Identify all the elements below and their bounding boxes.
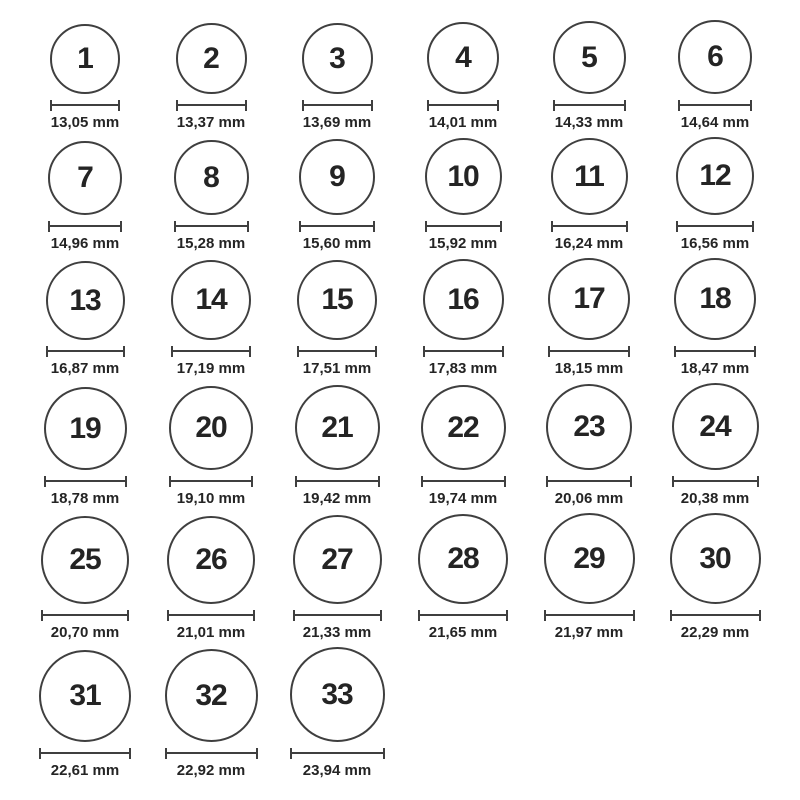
diameter-measure-line — [50, 100, 120, 111]
ring-size-cell — [400, 385, 526, 507]
diameter-label: 13,37 mm — [176, 114, 246, 131]
size-number: 7 — [77, 161, 93, 194]
diameter-label: 22,29 mm — [680, 624, 750, 641]
size-circle — [678, 20, 752, 94]
diameter-label: 15,60 mm — [302, 235, 372, 252]
size-number: 31 — [69, 679, 101, 712]
ring-size-cell — [526, 138, 652, 252]
size-number: 21 — [321, 410, 353, 444]
size-number: 14 — [195, 283, 227, 316]
size-number: 15 — [321, 283, 353, 316]
diameter-measure-line — [672, 476, 759, 487]
diameter-measure-line — [421, 476, 506, 487]
ring-size-cell — [274, 23, 400, 131]
size-number: 4 — [455, 41, 471, 74]
diameter-measure-line — [297, 346, 377, 357]
size-number: 13 — [69, 283, 101, 317]
diameter-measure-line — [174, 221, 249, 232]
diameter-label: 21,65 mm — [428, 624, 498, 641]
size-circle — [551, 138, 628, 215]
diameter-measure-line — [418, 610, 508, 621]
chart-row — [22, 647, 778, 779]
size-circle — [302, 23, 373, 94]
diameter-measure-line — [425, 221, 502, 232]
diameter-measure-line — [46, 346, 125, 357]
diameter-measure-line — [171, 346, 251, 357]
size-number: 12 — [699, 159, 731, 192]
ring-size-cell — [148, 23, 274, 131]
size-circle — [48, 141, 122, 215]
ring-size-cell — [400, 259, 526, 377]
diameter-measure-line — [551, 221, 628, 232]
size-number: 2 — [203, 41, 219, 75]
diameter-label: 13,05 mm — [50, 114, 120, 131]
diameter-measure-line — [39, 748, 131, 759]
diameter-label: 14,33 mm — [554, 114, 624, 131]
ring-size-cell — [22, 261, 148, 377]
diameter-label: 16,56 mm — [680, 235, 750, 252]
chart-row — [22, 137, 778, 252]
size-circle — [544, 513, 635, 604]
size-number: 28 — [447, 542, 479, 575]
diameter-label: 17,19 mm — [176, 360, 246, 377]
ring-size-cell — [652, 513, 778, 641]
ring-size-cell — [526, 258, 652, 377]
size-circle — [553, 21, 626, 94]
ring-size-cell — [148, 649, 274, 779]
diameter-measure-line — [678, 100, 752, 111]
size-circle — [672, 383, 759, 470]
diameter-label: 15,28 mm — [176, 235, 246, 252]
size-number: 18 — [699, 282, 731, 315]
diameter-label: 18,78 mm — [50, 490, 120, 507]
diameter-measure-line — [48, 221, 122, 232]
diameter-measure-line — [427, 100, 499, 111]
diameter-label: 20,38 mm — [680, 490, 750, 507]
ring-size-cell — [22, 387, 148, 507]
ring-size-cell — [274, 515, 400, 641]
size-circle — [44, 387, 127, 470]
ring-size-cell — [148, 140, 274, 252]
ring-size-cell — [400, 138, 526, 252]
diameter-label: 13,69 mm — [302, 114, 372, 131]
diameter-measure-line — [548, 346, 630, 357]
size-circle — [41, 516, 129, 604]
size-number: 30 — [699, 541, 731, 575]
size-circle — [674, 258, 756, 340]
diameter-measure-line — [165, 748, 258, 759]
chart-row — [22, 383, 778, 507]
diameter-measure-line — [676, 221, 754, 232]
size-circle — [293, 515, 382, 604]
size-number: 24 — [699, 409, 731, 443]
diameter-label: 15,92 mm — [428, 235, 498, 252]
diameter-measure-line — [167, 610, 255, 621]
size-circle — [295, 385, 380, 470]
diameter-label: 14,96 mm — [50, 235, 120, 252]
diameter-label: 17,51 mm — [302, 360, 372, 377]
size-number: 3 — [329, 41, 345, 75]
ring-size-cell — [400, 22, 526, 131]
diameter-label: 21,01 mm — [176, 624, 246, 641]
ring-size-cell — [526, 384, 652, 507]
ring-size-cell — [274, 139, 400, 252]
size-circle — [676, 137, 754, 215]
diameter-label: 22,92 mm — [176, 762, 246, 779]
diameter-label: 14,64 mm — [680, 114, 750, 131]
size-number: 26 — [195, 543, 227, 576]
diameter-measure-line — [299, 221, 375, 232]
size-number: 27 — [321, 542, 353, 576]
diameter-measure-line — [290, 748, 385, 759]
diameter-measure-line — [176, 100, 247, 111]
ring-size-cell — [652, 383, 778, 507]
size-circle — [169, 386, 253, 470]
size-circle — [290, 647, 385, 742]
diameter-measure-line — [41, 610, 129, 621]
size-circle — [670, 513, 761, 604]
ring-size-cell — [22, 650, 148, 779]
size-circle — [176, 23, 247, 94]
ring-size-cell — [400, 514, 526, 641]
diameter-label: 22,61 mm — [50, 762, 120, 779]
size-circle — [418, 514, 508, 604]
size-number: 17 — [573, 282, 605, 315]
diameter-label: 14,01 mm — [428, 114, 498, 131]
chart-row — [22, 20, 778, 131]
ring-size-cell — [274, 647, 400, 779]
size-number: 25 — [69, 543, 101, 576]
diameter-measure-line — [674, 346, 756, 357]
size-number: 33 — [321, 677, 353, 711]
ring-size-cell — [22, 141, 148, 252]
ring-size-cell — [274, 260, 400, 377]
size-number: 19 — [69, 411, 101, 445]
diameter-measure-line — [295, 476, 380, 487]
ring-size-cell — [148, 260, 274, 377]
size-number: 11 — [574, 159, 604, 193]
diameter-measure-line — [169, 476, 253, 487]
size-circle — [171, 260, 251, 340]
size-circle — [299, 139, 375, 215]
size-number: 16 — [447, 282, 479, 316]
size-circle — [46, 261, 125, 340]
size-number: 1 — [77, 42, 93, 75]
diameter-label: 18,15 mm — [554, 360, 624, 377]
diameter-label: 21,97 mm — [554, 624, 624, 641]
size-circle — [548, 258, 630, 340]
size-number: 23 — [573, 410, 605, 443]
diameter-label: 19,42 mm — [302, 490, 372, 507]
size-circle — [421, 385, 506, 470]
diameter-measure-line — [302, 100, 373, 111]
diameter-measure-line — [553, 100, 626, 111]
size-number: 5 — [581, 40, 597, 74]
ring-size-cell — [652, 137, 778, 252]
diameter-measure-line — [670, 610, 761, 621]
diameter-label: 21,33 mm — [302, 624, 372, 641]
size-number: 6 — [707, 40, 723, 73]
ring-size-cell — [22, 24, 148, 131]
size-circle — [297, 260, 377, 340]
size-circle — [167, 516, 255, 604]
size-number: 9 — [329, 160, 345, 193]
size-circle — [546, 384, 632, 470]
size-circle — [39, 650, 131, 742]
chart-row — [22, 513, 778, 641]
size-number: 29 — [573, 541, 605, 575]
size-number: 10 — [447, 159, 479, 193]
size-circle — [50, 24, 120, 94]
chart-row — [22, 258, 778, 377]
diameter-label: 20,70 mm — [50, 624, 120, 641]
diameter-label: 16,24 mm — [554, 235, 624, 252]
size-circle — [427, 22, 499, 94]
ring-size-cell — [526, 21, 652, 131]
ring-size-cell — [652, 20, 778, 131]
diameter-label: 17,83 mm — [428, 360, 498, 377]
ring-size-cell — [22, 516, 148, 641]
diameter-label: 16,87 mm — [50, 360, 120, 377]
size-circle — [174, 140, 249, 215]
ring-size-cell — [148, 386, 274, 507]
ring-size-cell — [652, 258, 778, 377]
diameter-label: 19,10 mm — [176, 490, 246, 507]
diameter-label: 18,47 mm — [680, 360, 750, 377]
ring-size-cell — [148, 516, 274, 641]
diameter-label: 23,94 mm — [302, 762, 372, 779]
diameter-measure-line — [546, 476, 632, 487]
size-number: 8 — [203, 160, 219, 194]
size-circle — [425, 138, 502, 215]
size-number: 20 — [195, 411, 227, 444]
diameter-measure-line — [544, 610, 635, 621]
diameter-measure-line — [423, 346, 504, 357]
ring-size-cell — [274, 385, 400, 507]
ring-size-cell — [526, 513, 652, 641]
diameter-label: 20,06 mm — [554, 490, 624, 507]
size-number: 32 — [195, 678, 227, 712]
diameter-measure-line — [293, 610, 382, 621]
size-circle — [423, 259, 504, 340]
diameter-label: 19,74 mm — [428, 490, 498, 507]
size-circle — [165, 649, 258, 742]
diameter-measure-line — [44, 476, 127, 487]
size-number: 22 — [447, 410, 479, 444]
